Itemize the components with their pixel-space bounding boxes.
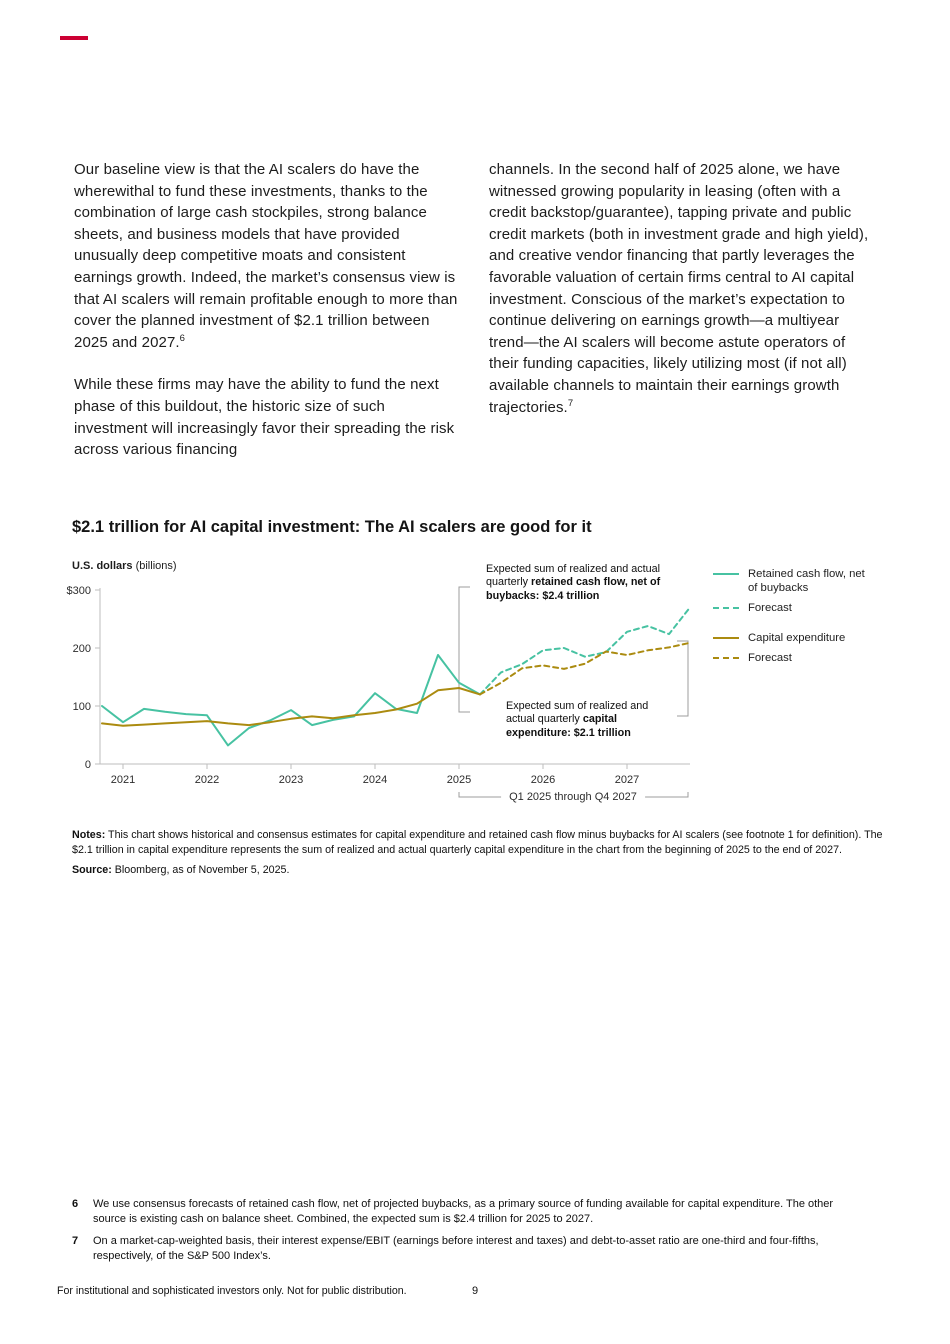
- chart-legend: [713, 568, 895, 672]
- footnote: [72, 1197, 866, 1227]
- paragraph: [74, 374, 460, 460]
- paragraph-text: Our baseline view is that the AI scalers do have the wherewithal to fund these investments, thanks to the combination of large cash stockpiles, strong balance sheets, and business models that have provided unusually deep competitive moats and consistent earnings growth. Indeed, the market’s consensus view is that AI scalers will remain profitable enough to more than cover the planned investment of $2.1 trillion between 2025 and 2027.: [74, 161, 458, 351]
- svg-text:2027: 2027: [614, 774, 640, 786]
- legend-item-label: Forecast: [748, 652, 792, 665]
- footnote: [72, 1234, 866, 1264]
- footnote-text: We use consensus forecasts of retained cash flow, net of projected buybacks, as a primary source of funding available for capital expenditure. The other source is existing cash on balance sheet. Combined, the expected sum is $2.4 trillion for 2025 to 2027.: [93, 1198, 834, 1225]
- footnotes: [72, 1197, 866, 1271]
- svg-text:2021: 2021: [110, 774, 136, 786]
- legend-item: [713, 602, 895, 616]
- legend-item-label: Capital expenditure: [748, 632, 846, 645]
- notes-label: Notes:: [72, 829, 106, 841]
- chart-notes: [72, 828, 892, 878]
- svg-text:2024: 2024: [362, 774, 388, 786]
- source-label: Source:: [72, 864, 112, 877]
- chart-section: [66, 560, 950, 828]
- footnote-ref: 6: [179, 332, 186, 344]
- svg-text:2022: 2022: [194, 774, 220, 786]
- legend-item: [713, 568, 895, 596]
- text-column-left: [74, 159, 460, 482]
- footer-disclaimer: For institutional and sophisticated investors only. Not for public distribution.: [57, 1285, 407, 1297]
- paragraph: [489, 159, 875, 418]
- brand-accent-bar: [60, 36, 88, 40]
- source-line: [72, 863, 892, 878]
- annotation-text: Expected sum of realized and actual quarterly: [506, 700, 649, 726]
- footnote-number: 6: [72, 1198, 79, 1210]
- svg-text:100: 100: [72, 701, 91, 713]
- solid-line-swatch-icon: [713, 573, 739, 575]
- legend-item: [713, 652, 895, 666]
- paragraph: [74, 159, 460, 353]
- footnote-ref: 7: [567, 397, 574, 409]
- paragraph-text: channels. In the second half of 2025 alone, we have witnessed growing popularity in leasing (often with a credit backstop/guarantee), tapping private and public credit markets (both in investment grade and high yield), and creative vendor financing that partly leverages the favorable valuation of certain firms central to AI capital investment. Conscious of the market’s expectation to continue delivering on earnings growth—a multiyear trend—the AI scalers will become astute operators of their funding capacities, likely utilizing most (if not all) available channels to maintain their earnings growth trajectories.: [489, 161, 869, 416]
- dashed-line-swatch-icon: [713, 657, 739, 659]
- svg-text:$300: $300: [66, 585, 91, 597]
- source-text: Bloomberg, as of November 5, 2025.: [114, 864, 290, 877]
- footnote-number: 7: [72, 1235, 79, 1247]
- svg-text:2023: 2023: [278, 774, 304, 786]
- dashed-line-swatch-icon: [713, 607, 739, 609]
- svg-text:2025: 2025: [446, 774, 472, 786]
- text-column-right: [489, 159, 875, 482]
- legend-item-label: Retained cash flow, net of buybacks: [748, 568, 865, 594]
- paragraph-text: While these firms may have the ability to fund the next phase of this buildout, the historic size of such investment will increasingly favor their spreading the risk across various financing: [74, 376, 455, 459]
- chart-annotation-rcf: [486, 563, 692, 603]
- legend-item: [713, 632, 895, 646]
- x-axis-bracket-label: Q1 2025 through Q4 2027: [501, 791, 645, 803]
- legend-item-label: Forecast: [748, 601, 792, 614]
- svg-text:2026: 2026: [530, 774, 556, 786]
- notes-line: [72, 828, 892, 857]
- svg-text:0: 0: [84, 759, 91, 771]
- notes-text: This chart shows historical and consensus estimates for capital expenditure and retained cash flow minus buybacks for AI scalers (see footnote 1 for definition). The $2.1 trillion in capital expenditure represents the sum of realized and actual quarterly capital expenditure in the chart from the beginning of 2025 to the end of 2027.: [72, 829, 883, 856]
- chart-annotation-capex: [506, 700, 674, 740]
- solid-line-swatch-icon: [713, 637, 739, 639]
- page-number: 9: [471, 1285, 479, 1297]
- chart-title: $2.1 trillion for AI capital investment: The AI scalers are good for it: [72, 518, 592, 536]
- annotation-text-bold: retained cash flow, net of buybacks: $2.4 trillion: [486, 576, 661, 602]
- footnote-text: On a market-cap-weighted basis, their interest expense/EBIT (earnings before interest and taxes) and debt-to-asset ratio are one-third and four-fifths, respectively, of the S&P 500 Index’s.: [93, 1235, 819, 1262]
- body-text: [74, 159, 875, 482]
- y-axis-label-units: (billions): [132, 560, 177, 572]
- svg-text:200: 200: [72, 643, 91, 655]
- annotation-text-bold: capital expenditure: $2.1 trillion: [506, 713, 631, 739]
- y-axis-label-bold: U.S. dollars: [72, 560, 133, 572]
- annotation-text: Expected sum of realized and actual quarterly: [486, 563, 661, 589]
